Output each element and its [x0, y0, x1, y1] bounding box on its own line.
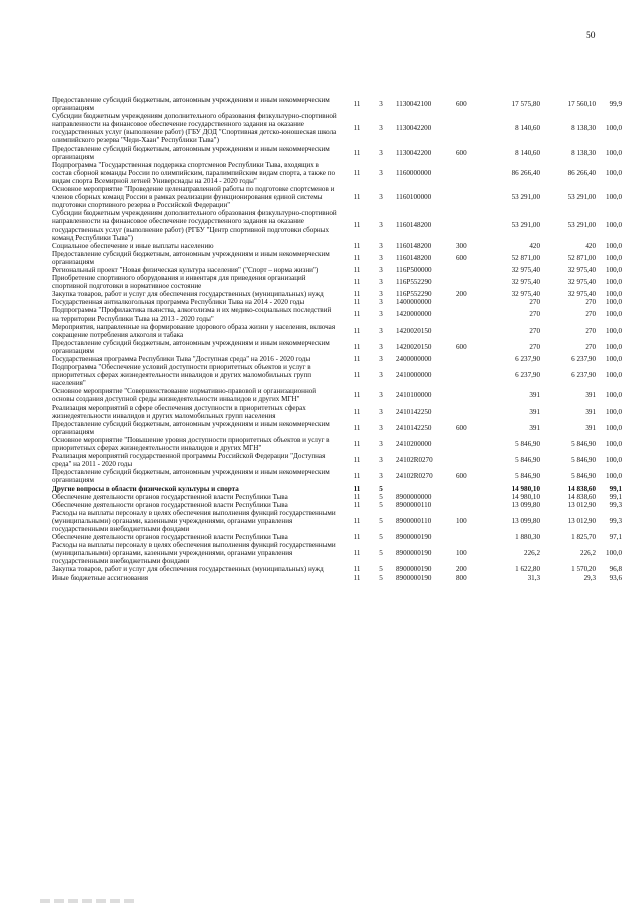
table-row [52, 355, 624, 363]
target-article-code: 1160148200 [396, 221, 432, 230]
target-article-code: 116P500000 [396, 265, 432, 274]
table-row [52, 574, 624, 582]
planned-amount: 391 [529, 391, 540, 400]
section-code: 11 [353, 298, 361, 307]
executed-amount: 14 838,60 [567, 484, 596, 493]
subsection-code: 3 [379, 278, 383, 287]
planned-amount: 420 [529, 241, 540, 250]
section-code: 11 [353, 124, 361, 133]
row-name: Иные бюджетные ассигнования [52, 573, 149, 582]
target-article-code: 1160100000 [396, 193, 432, 202]
section-code: 11 [353, 193, 361, 202]
execution-percent: 100,0 [606, 124, 622, 133]
table-row [52, 339, 624, 355]
table-row [52, 387, 624, 403]
target-article-code: 116P552290 [396, 278, 432, 287]
execution-percent: 100,0 [606, 371, 622, 380]
subsection-code: 5 [379, 484, 383, 493]
section-code: 11 [353, 241, 361, 250]
budget-table-body [52, 96, 624, 582]
row-name: Предоставление субсидий бюджетным, автономным учреждениям и иным некоммерческим организациям [52, 249, 330, 266]
execution-percent: 100,0 [606, 278, 622, 287]
target-article-code: 1130042100 [396, 100, 432, 109]
planned-amount: 14 980,10 [511, 484, 540, 493]
executed-amount: 1 825,70 [571, 533, 596, 542]
expense-type-code: 300 [456, 241, 467, 250]
executed-amount: 53 291,00 [567, 221, 596, 230]
table-row [52, 290, 624, 298]
row-name: Государственная антиалкогольная программа Республики Тыва на 2014 - 2020 годы [52, 298, 305, 307]
table-row [52, 501, 624, 509]
subsection-code: 3 [379, 407, 383, 416]
table-row [52, 306, 624, 322]
execution-percent: 99,9 [609, 100, 622, 109]
target-article-code: 8900000000 [396, 492, 432, 501]
table-row [52, 493, 624, 501]
row-name: Субсидии бюджетным учреждениям дополнительного образования физкультурно-спортивной направленности на финансовое обеспечение государственного задания на оказание государственных услуг (выполнение работ) (РГБУ "Центр спортивной подготовки сборных команд Республики Тыва") [52, 209, 337, 242]
planned-amount: 53 291,00 [511, 193, 540, 202]
row-name: Субсидии бюджетным учреждениям дополнительного образования физкультурно-спортивной направленности на финансовое обеспечение государственного задания на оказание государственных услуг (выполнение работ) (ГБУ ДОД "Спортивная детско-юношеская школа олимпийского резерва "Чеди-Хаан" Республики Тыва") [52, 112, 337, 145]
section-code: 11 [353, 278, 361, 287]
subsection-code: 3 [379, 391, 383, 400]
row-name: Закупка товаров, работ и услуг для обеспечения государственных (муниципальных) нужд [52, 565, 324, 574]
executed-amount: 13 012,90 [567, 500, 596, 509]
expense-type-code [450, 493, 484, 501]
table-row [52, 96, 624, 112]
executed-amount: 8 138,30 [571, 148, 596, 157]
target-article-code: 8900000190 [396, 549, 432, 558]
planned-amount: 6 237,90 [515, 355, 540, 363]
execution-percent: 100,0 [606, 148, 622, 157]
section-code: 11 [353, 310, 361, 319]
budget-table [52, 96, 624, 582]
subsection-code: 5 [379, 516, 383, 525]
subsection-code: 5 [379, 565, 383, 574]
table-row [52, 436, 624, 452]
table-row [52, 242, 624, 250]
target-article-code: 1160148200 [396, 241, 432, 250]
executed-amount: 6 237,90 [571, 355, 596, 363]
section-code: 11 [353, 326, 361, 335]
page-number: 50 [586, 31, 596, 41]
executed-amount: 270 [585, 310, 596, 319]
planned-amount: 226,2 [524, 549, 540, 558]
subsection-code: 5 [379, 533, 383, 542]
target-article-code: 24102R0270 [396, 472, 433, 481]
section-code: 11 [353, 253, 361, 262]
planned-amount: 391 [529, 423, 540, 432]
planned-amount: 31,3 [527, 573, 540, 582]
planned-amount: 13 099,80 [511, 500, 540, 509]
section-code: 11 [353, 549, 361, 558]
subsection-code: 3 [379, 193, 383, 202]
executed-amount: 14 838,60 [567, 492, 596, 501]
executed-amount: 391 [585, 391, 596, 400]
planned-amount: 8 140,60 [515, 148, 540, 157]
planned-amount: 17 575,80 [511, 100, 540, 109]
row-name: Расходы на выплаты персоналу в целях обеспечения выполнения функций государственными (муниципальными) органами, казенными учреждениями, органами управления государственными внебюджетными фондами [52, 541, 336, 566]
target-article-code: 1420020150 [396, 326, 432, 335]
row-name: Основное мероприятие "Проведение целенаправленной работы по подготовке спортсменов и членов сборных команд России в рамках реализации функционирования единой системы подготовки спортивного резерва в Российской Федерации" [52, 185, 335, 210]
expense-type-code [450, 355, 484, 363]
planned-amount: 391 [529, 407, 540, 416]
expense-type-code [450, 436, 484, 452]
section-code: 11 [353, 573, 361, 582]
execution-percent: 100,0 [606, 221, 622, 230]
table-row [52, 185, 624, 209]
row-name: Предоставление субсидий бюджетным, автономным учреждениям и иным некоммерческим организациям [52, 144, 330, 161]
section-code: 11 [353, 391, 361, 400]
expense-type-code [450, 298, 484, 306]
expense-type-code [450, 452, 484, 468]
section-code: 11 [353, 423, 361, 432]
executed-amount: 86 266,40 [567, 168, 596, 177]
planned-amount: 270 [529, 342, 540, 351]
target-article-code: 8900000190 [396, 533, 432, 542]
table-row [52, 298, 624, 306]
row-name: Предоставление субсидий бюджетным, автономным учреждениям и иным некоммерческим организациям [52, 468, 330, 485]
table-row [52, 404, 624, 420]
executed-amount: 29,3 [583, 573, 596, 582]
row-name: Реализация мероприятий в сфере обеспечения доступности в приоритетных сферах жизнедеятельности инвалидов и других маломобильных групп населения [52, 403, 306, 420]
planned-amount: 32 975,40 [511, 265, 540, 274]
executed-amount: 32 975,40 [567, 290, 596, 299]
row-name: Предоставление субсидий бюджетным, автономным учреждениям и иным некоммерческим организациям [52, 96, 330, 113]
execution-percent: 100,0 [606, 342, 622, 351]
table-row [52, 565, 624, 573]
expense-type-code: 600 [456, 253, 467, 262]
execution-percent: 100,0 [606, 310, 622, 319]
expense-type-code: 600 [456, 148, 467, 157]
table-row [52, 209, 624, 241]
subsection-code: 3 [379, 326, 383, 335]
row-name: Обеспечение деятельности органов государственной власти Республики Тыва [52, 492, 288, 501]
section-code: 11 [353, 565, 361, 574]
section-code: 11 [353, 355, 361, 363]
section-code: 11 [353, 407, 361, 416]
subsection-code: 3 [379, 241, 383, 250]
section-code: 11 [353, 371, 361, 380]
row-name: Основное мероприятие "Совершенствование нормативно-правовой и организационной основы создания доступной среды жизнедеятельности инвалидов и других МГН" [52, 387, 317, 404]
target-article-code: 1400000000 [396, 298, 432, 307]
table-row [52, 323, 624, 339]
expense-type-code: 100 [456, 549, 467, 558]
subsection-code: 3 [379, 456, 383, 465]
target-article-code: 116P552290 [396, 290, 432, 299]
planned-amount: 270 [529, 326, 540, 335]
subsection-code: 5 [379, 492, 383, 501]
section-code: 11 [353, 100, 361, 109]
target-article-code: 1420020150 [396, 342, 432, 351]
target-article-code: 2410142250 [396, 423, 432, 432]
table-row [52, 274, 624, 290]
expense-type-code [450, 363, 484, 387]
target-article-code: 8900000110 [396, 500, 432, 509]
row-name: Предоставление субсидий бюджетным, автономным учреждениям и иным некоммерческим организациям [52, 419, 330, 436]
target-article-code: 1160148200 [396, 253, 432, 262]
subsection-code: 3 [379, 298, 383, 307]
expense-type-code: 600 [456, 100, 467, 109]
planned-amount: 5 846,90 [515, 472, 540, 481]
subsection-code: 3 [379, 265, 383, 274]
execution-percent: 100,0 [606, 193, 622, 202]
section-code: 11 [353, 265, 361, 274]
expense-type-code [450, 323, 484, 339]
planned-amount: 1 880,30 [515, 533, 540, 542]
execution-percent: 100,0 [606, 391, 622, 400]
execution-percent: 99,3 [609, 516, 622, 525]
row-name: Закупка товаров, работ и услуг для обеспечения государственных (муниципальных) нужд [52, 290, 324, 299]
target-article-code: 24102R0270 [396, 456, 433, 465]
planned-amount: 14 980,10 [511, 492, 540, 501]
row-name: Государственная программа Республики Тыва "Доступная среда" на 2016 - 2020 годы [52, 355, 311, 363]
expense-type-code [450, 266, 484, 274]
executed-amount: 5 846,90 [571, 456, 596, 465]
section-code: 11 [353, 533, 361, 542]
target-article-code: 2410100000 [396, 391, 432, 400]
subsection-code: 3 [379, 439, 383, 448]
expense-type-code [450, 485, 484, 493]
execution-percent: 100,0 [606, 168, 622, 177]
execution-percent: 100,0 [606, 439, 622, 448]
subsection-code: 3 [379, 310, 383, 319]
table-row [52, 250, 624, 266]
target-article-code: 8900000110 [396, 516, 432, 525]
expense-type-code [450, 209, 484, 241]
subsection-code: 3 [379, 253, 383, 262]
target-article-code: 1130042200 [396, 124, 432, 133]
expense-type-code [450, 387, 484, 403]
table-row [52, 468, 624, 484]
section-code: 11 [353, 500, 361, 509]
table-row [52, 266, 624, 274]
subsection-code: 5 [379, 500, 383, 509]
planned-amount: 5 846,90 [515, 439, 540, 448]
expense-type-code: 200 [456, 290, 467, 299]
row-name: Мероприятия, направленные на формирование здорового образа жизни у населения, включая сокращение потребления алкоголя и табака [52, 322, 336, 339]
executed-amount: 270 [585, 298, 596, 307]
subsection-code: 3 [379, 355, 383, 363]
subsection-code: 3 [379, 100, 383, 109]
section-code: 11 [353, 484, 361, 493]
table-row [52, 161, 624, 185]
planned-amount: 13 099,80 [511, 516, 540, 525]
row-name: Обеспечение деятельности органов государственной власти Республики Тыва [52, 533, 288, 542]
target-article-code: 2410200000 [396, 439, 432, 448]
planned-amount: 1 622,80 [515, 565, 540, 574]
target-article-code: 1130042200 [396, 148, 432, 157]
executed-amount: 270 [585, 326, 596, 335]
expense-type-code [450, 306, 484, 322]
execution-percent: 100,0 [606, 423, 622, 432]
expense-type-code: 600 [456, 342, 467, 351]
execution-percent: 99,3 [609, 500, 622, 509]
execution-percent: 96,8 [609, 565, 622, 574]
table-row [52, 452, 624, 468]
row-name: Подпрограмма "Профилактика пьянства, алкоголизма и их медико-социальных последствий на территории Республики Тыва на 2013 - 2020 годы" [52, 306, 332, 323]
target-article-code: 1420000000 [396, 310, 432, 319]
row-name: Другие вопросы в области физической культуры и спорта [52, 484, 239, 493]
row-name: Подпрограмма "Обеспечение условий доступности приоритетных объектов и услуг в приоритетных сферах жизнедеятельности инвалидов и других маломобильных групп населения" [52, 363, 312, 388]
planned-amount: 53 291,00 [511, 221, 540, 230]
planned-amount: 5 846,90 [515, 456, 540, 465]
row-name: Приобретение спортивного оборудования и инвентаря для приведения организаций спортивной подготовки в нормативное состояние [52, 274, 306, 291]
subsection-code: 3 [379, 371, 383, 380]
expense-type-code [450, 161, 484, 185]
row-name: Социальное обеспечение и иные выплаты населению [52, 241, 214, 250]
planned-amount: 8 140,60 [515, 124, 540, 133]
execution-percent: 97,1 [609, 533, 622, 542]
executed-amount: 17 560,10 [567, 100, 596, 109]
planned-amount: 86 266,40 [511, 168, 540, 177]
row-name: Подпрограмма "Государственная поддержка спортсменов Республики Тыва, входящих в состав сборной команды России по олимпийским, паралимпийским видам спорта, а также по видам спорта Всемирной летней Универсиады на 2014 - 2020 годы" [52, 160, 336, 185]
section-code: 11 [353, 516, 361, 525]
table-row [52, 509, 624, 533]
expense-type-code: 100 [456, 516, 467, 525]
expense-type-code [450, 533, 484, 541]
subsection-code: 5 [379, 573, 383, 582]
expense-type-code: 600 [456, 423, 467, 432]
target-article-code: 2410000000 [396, 371, 432, 380]
table-row [52, 541, 624, 565]
executed-amount: 391 [585, 423, 596, 432]
subsection-code: 3 [379, 342, 383, 351]
executed-amount: 1 570,20 [571, 565, 596, 574]
executed-amount: 13 012,90 [567, 516, 596, 525]
section-code: 11 [353, 342, 361, 351]
executed-amount: 420 [585, 241, 596, 250]
executed-amount: 52 871,00 [567, 253, 596, 262]
expense-type-code [450, 501, 484, 509]
execution-percent: 100,0 [606, 265, 622, 274]
table-row [52, 363, 624, 387]
expense-type-code [450, 274, 484, 290]
section-code: 11 [353, 221, 361, 230]
execution-percent: 93,6 [609, 573, 622, 582]
section-code: 11 [353, 148, 361, 157]
row-name: Обеспечение деятельности органов государственной власти Республики Тыва [52, 500, 288, 509]
section-code: 11 [353, 456, 361, 465]
executed-amount: 391 [585, 407, 596, 416]
section-code: 11 [353, 492, 361, 501]
execution-percent: 100,0 [606, 298, 622, 307]
executed-amount: 270 [585, 342, 596, 351]
expense-type-code: 200 [456, 565, 467, 574]
executed-amount: 6 237,90 [571, 371, 596, 380]
planned-amount: 270 [529, 310, 540, 319]
target-article-code: 8900000190 [396, 573, 432, 582]
expense-type-code [450, 404, 484, 420]
target-article-code: 1160000000 [396, 168, 432, 177]
executed-amount: 226,2 [580, 549, 596, 558]
executed-amount: 32 975,40 [567, 278, 596, 287]
subsection-code: 3 [379, 472, 383, 481]
subsection-code: 5 [379, 549, 383, 558]
execution-percent: 100,0 [606, 456, 622, 465]
expense-type-code: 800 [456, 573, 467, 582]
subsection-code: 3 [379, 290, 383, 299]
target-article-code: 8900000190 [396, 565, 432, 574]
executed-amount: 8 138,30 [571, 124, 596, 133]
section-code: 11 [353, 439, 361, 448]
executed-amount: 5 846,90 [571, 472, 596, 481]
execution-percent: 100,0 [606, 355, 622, 363]
planned-amount: 32 975,40 [511, 278, 540, 287]
execution-percent: 99,1 [609, 492, 622, 501]
expense-type-code: 600 [456, 472, 467, 481]
section-code: 11 [353, 168, 361, 177]
expense-type-code [450, 112, 484, 144]
execution-percent: 100,0 [606, 407, 622, 416]
subsection-code: 3 [379, 423, 383, 432]
row-name: Предоставление субсидий бюджетным, автономным учреждениям и иным некоммерческим организациям [52, 338, 330, 355]
execution-percent: 100,0 [606, 472, 622, 481]
planned-amount: 52 871,00 [511, 253, 540, 262]
execution-percent: 99,1 [609, 484, 622, 493]
expense-type-code [450, 185, 484, 209]
target-article-code: 2410142250 [396, 407, 432, 416]
row-name: Основное мероприятие "Повышение уровня доступности приоритетных объектов и услуг в приоритетных сферах жизнедеятельности инвалидов и других МГН" [52, 435, 330, 453]
execution-percent: 100,0 [606, 549, 622, 558]
subsection-code: 3 [379, 124, 383, 133]
planned-amount: 270 [529, 298, 540, 307]
row-name: Реализация мероприятий государственной программы Российской Федерации "Доступная среда" на 2011 - 2020 годы [52, 452, 326, 469]
execution-percent: 100,0 [606, 326, 622, 335]
table-row [52, 485, 624, 493]
subsection-code: 3 [379, 168, 383, 177]
table-row [52, 533, 624, 541]
execution-percent: 100,0 [606, 241, 622, 250]
section-code: 11 [353, 472, 361, 481]
subsection-code: 3 [379, 148, 383, 157]
execution-percent: 100,0 [606, 253, 622, 262]
table-row [52, 112, 624, 144]
row-name: Расходы на выплаты персоналу в целях обеспечения выполнения функций государственными (муниципальными) органами, казенными учреждениями, органами управления государственными внебюджетными фондами [52, 508, 336, 533]
planned-amount: 32 975,40 [511, 290, 540, 299]
target-article-code: 2400000000 [396, 355, 432, 363]
section-code: 11 [353, 290, 361, 299]
target-article-code [392, 485, 450, 493]
row-name: Региональный проект "Новая физическая культура населения" ("Спорт – норма жизни") [52, 265, 319, 274]
execution-percent: 100,0 [606, 290, 622, 299]
table-row [52, 145, 624, 161]
scan-artifact [40, 899, 136, 903]
planned-amount: 6 237,90 [515, 371, 540, 380]
executed-amount: 5 846,90 [571, 439, 596, 448]
subsection-code: 3 [379, 221, 383, 230]
executed-amount: 53 291,00 [567, 193, 596, 202]
executed-amount: 32 975,40 [567, 265, 596, 274]
table-row [52, 420, 624, 436]
